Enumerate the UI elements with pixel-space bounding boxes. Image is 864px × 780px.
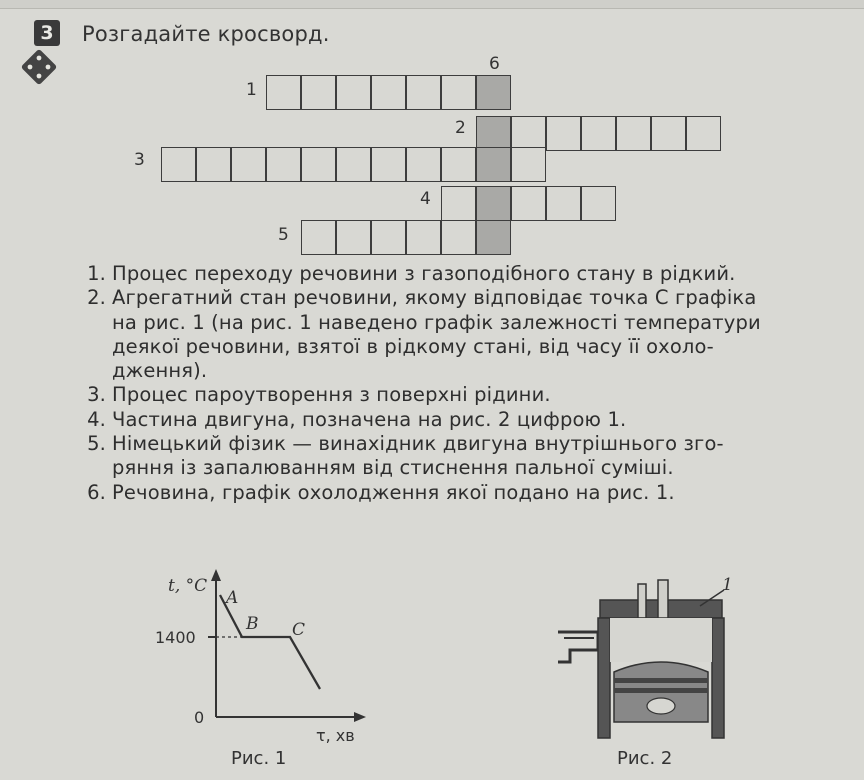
crossword-cell-row1-6[interactable]: [441, 75, 476, 110]
clue-list: [64, 262, 844, 505]
y-axis-arrow: [211, 569, 221, 581]
crossword-cell-row5-5[interactable]: [441, 220, 476, 255]
crossword-cell-row1-4[interactable]: [371, 75, 406, 110]
x-axis-arrow: [354, 712, 366, 722]
figure-1-caption: Рис. 1: [231, 748, 287, 769]
crossword-cell-row3-11[interactable]: [511, 147, 546, 182]
crossword-number-3: 3: [134, 150, 145, 170]
crossword-cell-row3-4[interactable]: [266, 147, 301, 182]
crossword-cell-row3-1[interactable]: [161, 147, 196, 182]
x-axis-label: τ, хв: [316, 726, 355, 745]
clue-2-line-2: на рис. 1 (на рис. 1 наведено графік залежності температури: [112, 310, 761, 334]
crossword-cell-row4-1[interactable]: [441, 186, 476, 221]
crossword-cell-row3-2[interactable]: [196, 147, 231, 182]
crossword-cell-row1-5[interactable]: [406, 75, 441, 110]
crossword-cell-row3-3[interactable]: [231, 147, 266, 182]
crossword-cell-row3-10[interactable]: [476, 147, 511, 182]
crossword-cell-row5-6[interactable]: [476, 220, 511, 255]
crossword-cell-row3-5[interactable]: [301, 147, 336, 182]
clue-3: 3. Процес пароутворення з поверхні рідини.: [87, 383, 551, 407]
clue-1: 1. Процес переходу речовини з газоподібного стану в рідкий.: [87, 262, 736, 285]
crossword-cell-row4-5[interactable]: [581, 186, 616, 221]
page-top-edge: [0, 0, 864, 9]
crossword-cell-row4-2[interactable]: [476, 186, 511, 221]
crossword-cell-row2-1[interactable]: [476, 116, 511, 151]
crossword-number-1: 1: [246, 80, 257, 100]
crossword-cell-row3-9[interactable]: [441, 147, 476, 182]
crossword-cell-row2-5[interactable]: [616, 116, 651, 151]
clue-4: 4. Частина двигуна, позначена на рис. 2 цифрою 1.: [87, 407, 627, 431]
clue-2-line-3: деякої речовини, взятої в рідкому стані, від часу її охоло-: [112, 334, 714, 358]
dice-icon: [20, 48, 58, 86]
crossword-cell-row5-1[interactable]: [301, 220, 336, 255]
crossword-cell-row5-2[interactable]: [336, 220, 371, 255]
combustion-chamber: [610, 618, 712, 662]
valve-stem-right: [658, 580, 668, 618]
tick-label-1400: 1400: [155, 628, 196, 647]
figure-2-engine-illustration: [550, 572, 750, 747]
crossword-cell-row3-8[interactable]: [406, 147, 441, 182]
cylinder-wall-left: [598, 618, 610, 738]
crossword-cell-row4-3[interactable]: [511, 186, 546, 221]
crossword-number-2: 2: [455, 118, 466, 138]
y-axis-label: t, °C: [168, 576, 208, 596]
crossword-cell-row3-6[interactable]: [336, 147, 371, 182]
clue-5: 5. Німецький фізик — винахідник двигуна внутрішнього зго-: [87, 432, 724, 456]
crossword-number-4: 4: [420, 189, 431, 209]
clue-2: 2. Агрегатний стан речовини, якому відповідає точка С графіка: [87, 286, 757, 310]
clue-6: 6. Речовина, графік охолодження якої подано на рис. 1.: [87, 480, 675, 504]
crossword-cell-row1-3[interactable]: [336, 75, 371, 110]
crossword-number-6: 6: [489, 54, 500, 74]
clue-5-line-2: ряння із запалюванням від стиснення пальної суміші.: [112, 456, 674, 480]
marker-label-1: 1: [722, 575, 733, 595]
piston-ring-2: [614, 688, 708, 693]
crossword-cell-row2-7[interactable]: [686, 116, 721, 151]
valve-stem-left: [638, 584, 646, 618]
figure-1-graph: [150, 565, 380, 745]
point-c-label: C: [292, 620, 306, 640]
crossword-cell-row2-2[interactable]: [511, 116, 546, 151]
crossword-cell-row2-4[interactable]: [581, 116, 616, 151]
crossword-cell-row1-2[interactable]: [301, 75, 336, 110]
crossword-cell-row3-7[interactable]: [371, 147, 406, 182]
crossword-cell-row5-3[interactable]: [371, 220, 406, 255]
task-heading: Розгадайте кросворд.: [82, 22, 330, 46]
crossword-cell-row1-1[interactable]: [266, 75, 301, 110]
crossword-number-5: 5: [278, 225, 289, 245]
cylinder-wall-right: [712, 618, 724, 738]
crossword-cell-row5-4[interactable]: [406, 220, 441, 255]
point-b-label: B: [246, 614, 259, 634]
crossword-cell-row4-4[interactable]: [546, 186, 581, 221]
task-number-badge: 3: [34, 20, 60, 46]
piston-ring-1: [614, 678, 708, 683]
crossword-cell-row2-6[interactable]: [651, 116, 686, 151]
clue-2-line-4: дження).: [112, 359, 208, 383]
origin-label: 0: [194, 708, 205, 727]
point-a-label: A: [226, 588, 239, 608]
crossword-cell-row2-3[interactable]: [546, 116, 581, 151]
intake-pipe: [558, 632, 598, 662]
piston-pin: [647, 698, 675, 714]
figure-2-caption: Рис. 2: [617, 748, 673, 769]
cooling-curve: [220, 595, 320, 689]
crossword-cell-row1-7[interactable]: [476, 75, 511, 110]
